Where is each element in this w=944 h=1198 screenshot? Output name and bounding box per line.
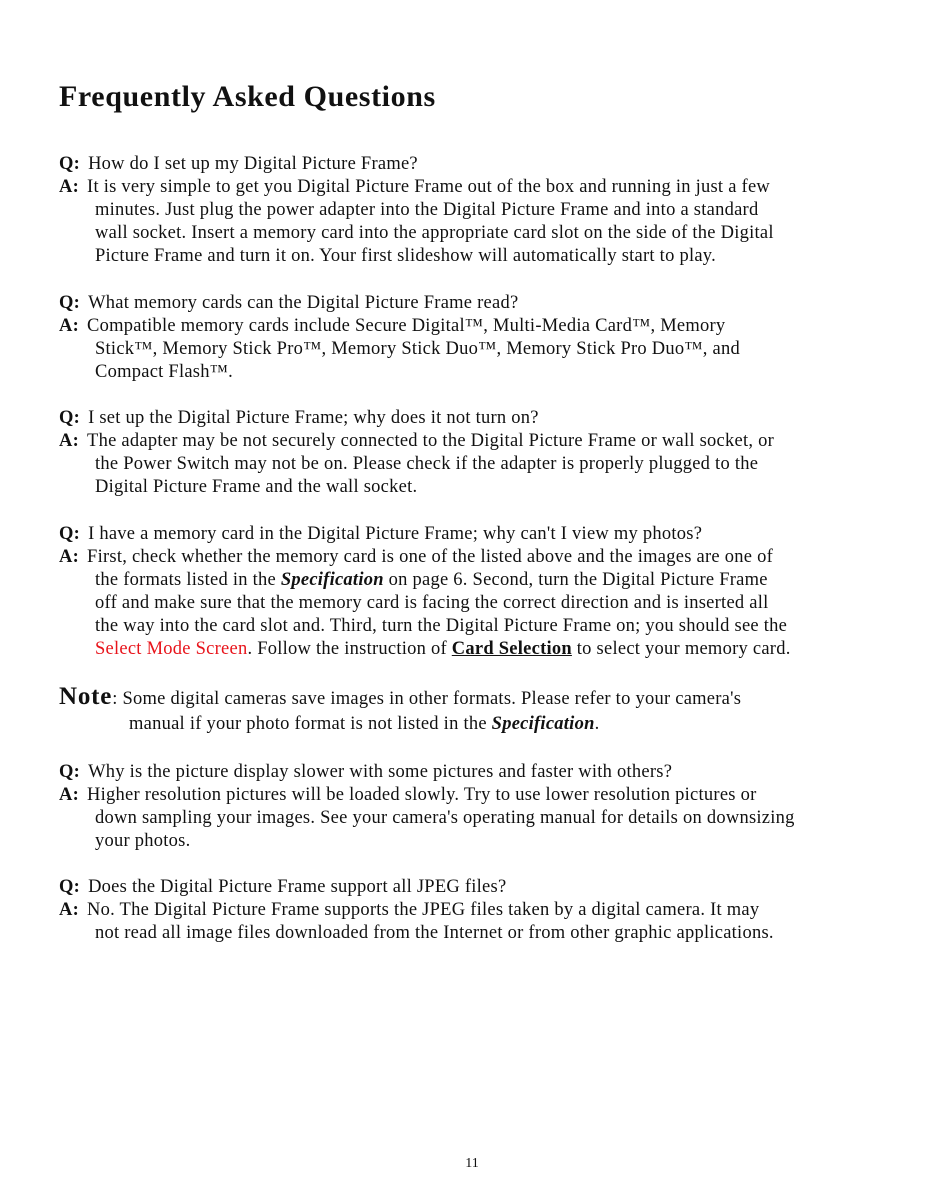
q-label: Q: (59, 524, 81, 544)
note-text: Some digital cameras save images in other formats. Please refer to your camera's (117, 689, 742, 709)
question-text: I have a memory card in the Digital Picture Frame; why can't I view my photos? (88, 524, 703, 544)
answer-text: It is very simple to get you Digital Picture Frame out of the box and running in just a few (87, 177, 771, 198)
question-line (59, 523, 929, 546)
question-line (59, 761, 929, 784)
answer-text: The adapter may be not securely connected to the Digital Picture Frame or wall socket, or (87, 431, 775, 452)
answer-line: Digital Picture Frame and the wall socket. (95, 477, 418, 498)
answer-line: the way into the card slot and. Third, turn the Digital Picture Frame on; you should see the (95, 616, 788, 637)
answer-line: down sampling your images. See your camera's operating manual for details on downsizing (95, 808, 795, 829)
faq-item-memory-cards (59, 292, 929, 384)
card-selection-link[interactable]: Card Selection (451, 639, 572, 660)
page-title: Frequently Asked Questions (59, 80, 436, 113)
faq-item-view-photos (59, 523, 929, 662)
answer-text: Compatible memory cards include Secure Digital™, Multi-Media Card™, Memory (87, 316, 726, 337)
answer-line: wall socket. Insert a memory card into the appropriate card slot on the side of the Digital (95, 223, 774, 244)
note-block (59, 684, 929, 737)
q-label: Q: (59, 762, 81, 782)
a-label: A: (59, 431, 80, 452)
a-label: A: (59, 177, 80, 198)
question-text: How do I set up my Digital Picture Frame? (88, 154, 418, 174)
a-label: A: (59, 547, 80, 568)
answer-line (59, 176, 929, 199)
answer-text: to select your memory card. (571, 639, 791, 660)
question-line (59, 292, 929, 315)
specification-reference: Specification (491, 714, 595, 734)
page-number: 11 (465, 1156, 479, 1171)
answer-line: Stick™, Memory Stick Pro™, Memory Stick Duo™, Memory Stick Pro Duo™, and (95, 339, 740, 360)
answer-line (59, 315, 929, 338)
answer-line: your photos. (95, 831, 191, 852)
answer-line (59, 784, 929, 807)
question-text: I set up the Digital Picture Frame; why does it not turn on? (88, 408, 539, 428)
faq-item-power (59, 407, 929, 499)
answer-text: . Follow the instruction of (247, 639, 452, 660)
answer-line: Compact Flash™. (95, 362, 234, 383)
answer-line (59, 569, 929, 592)
a-label: A: (59, 785, 80, 806)
answer-text: Higher resolution pictures will be loaded slowly. Try to use lower resolution pictures or (87, 785, 757, 806)
a-label: A: (59, 900, 80, 921)
q-label: Q: (59, 877, 81, 897)
faq-item-jpeg-support (59, 876, 929, 945)
question-text: What memory cards can the Digital Picture Frame read? (88, 293, 519, 313)
note-text: . (594, 714, 600, 734)
note-text: manual if your photo format is not listed in the (129, 714, 492, 734)
answer-line (59, 430, 929, 453)
note-line (59, 712, 929, 737)
q-label: Q: (59, 293, 81, 313)
answer-line: off and make sure that the memory card is facing the correct direction and is inserted all (95, 593, 769, 614)
q-label: Q: (59, 154, 81, 174)
answer-line (59, 899, 929, 922)
question-text: Why is the picture display slower with some pictures and faster with others? (88, 762, 673, 782)
note-line (59, 684, 929, 712)
note-label: Note (59, 683, 113, 710)
answer-line (59, 638, 929, 661)
question-text: Does the Digital Picture Frame support all JPEG files? (88, 877, 507, 897)
q-label: Q: (59, 408, 81, 428)
answer-line: minutes. Just plug the power adapter into the Digital Picture Frame and into a standard (95, 200, 759, 221)
select-mode-screen-reference: Select Mode Screen (95, 639, 248, 660)
question-line (59, 407, 929, 430)
a-label: A: (59, 316, 80, 337)
answer-line (59, 546, 929, 569)
question-line (59, 876, 929, 899)
answer-text: No. The Digital Picture Frame supports the JPEG files taken by a digital camera. It may (87, 900, 760, 921)
note-colon: : (112, 689, 118, 709)
answer-text: First, check whether the memory card is one of the listed above and the images are one of (87, 547, 773, 568)
specification-reference: Specification (280, 570, 384, 591)
answer-line: the Power Switch may not be on. Please check if the adapter is properly plugged to the (95, 454, 759, 475)
question-line (59, 153, 929, 176)
answer-line: not read all image files downloaded from the Internet or from other graphic applications. (95, 923, 774, 944)
answer-line: Picture Frame and turn it on. Your first slideshow will automatically start to play. (95, 246, 716, 267)
answer-text: the formats listed in the (95, 570, 281, 591)
faq-item-display-speed (59, 761, 929, 853)
faq-item-setup (59, 153, 929, 268)
answer-text: on page 6. Second, turn the Digital Picture Frame (383, 570, 768, 591)
